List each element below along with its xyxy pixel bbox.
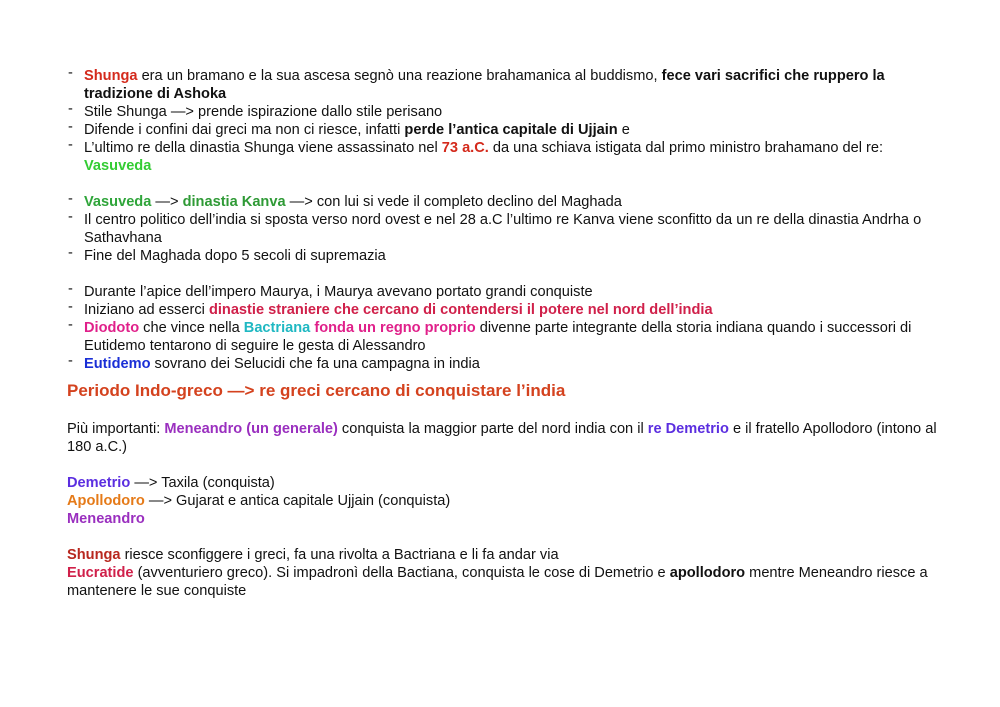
bold-text: fece vari sacrifici che ruppero la tradizione di Ashoka <box>84 68 885 102</box>
bold-text: apollodoro <box>669 565 746 581</box>
paragraph-importanti <box>67 420 937 456</box>
list-item <box>67 67 937 103</box>
line-apollodoro <box>67 492 937 510</box>
text: Difende i confini dai greci ma non ci riesce, infatti <box>84 122 405 138</box>
highlight-bactriana: Bactriana <box>243 320 311 336</box>
highlight-meneandro: Meneandro <box>67 511 145 527</box>
text: sovrano dei Selucidi che fa una campagna in india <box>150 356 480 372</box>
highlight-demetrio: Demetrio <box>67 475 131 491</box>
text: —> <box>151 194 183 210</box>
text: conquista la maggior parte del nord india con il <box>337 421 648 437</box>
highlight-eutidemo: Eutidemo <box>84 356 151 372</box>
text: L’ultimo re della dinastia Shunga viene assassinato nel <box>84 140 442 156</box>
text: —> Taxila (conquista) <box>130 475 275 491</box>
highlight-shunga: Shunga <box>67 547 121 563</box>
list-item <box>67 319 937 355</box>
text: Fine del Maghada dopo 5 secoli di supremazia <box>84 248 386 264</box>
highlight-meneandro: Meneandro (un generale) <box>164 421 338 437</box>
highlight-dinastie: dinastie straniere che cercano di contendersi il potere nel nord dell’india <box>208 302 713 318</box>
text: Il centro politico dell’india si sposta verso nord ovest e nel 28 a.C l’ultimo re Kanva viene sconfitto da un re della dinastia Andrha o Sathavhana <box>84 212 922 246</box>
paragraph-eucratide <box>67 564 937 600</box>
text: Durante l’apice dell’impero Maurya, i Maurya avevano portato grandi conquiste <box>84 284 593 300</box>
section-title: Periodo Indo-greco —> re greci cercano di conquistare l’india <box>67 381 566 400</box>
spacer <box>67 175 937 193</box>
highlight-apollodoro: Apollodoro <box>67 493 145 509</box>
list-item <box>67 283 937 301</box>
line-meneandro <box>67 510 937 528</box>
text: mentre Meneandro riesce a mantenere le sue conquiste <box>67 565 928 599</box>
spacer <box>67 373 937 380</box>
list-item <box>67 355 937 373</box>
spacer <box>67 456 937 474</box>
bullet-list-kanva <box>67 193 937 265</box>
text: riesce sconfiggere i greci, fa una rivolta a Bactriana e li fa andar via <box>120 547 559 563</box>
bullet-list-shunga <box>67 67 937 175</box>
paragraph-shunga <box>67 546 937 564</box>
highlight-year: 73 a.C. <box>441 140 489 156</box>
text: da una schiava istigata dal primo ministro brahamano del re: <box>488 140 884 156</box>
highlight-regno: fonda un regno proprio <box>314 320 476 336</box>
spacer <box>67 402 937 420</box>
list-item <box>67 211 937 247</box>
highlight-vasuveda: Vasuveda <box>84 158 152 174</box>
highlight-vasuveda: Vasuveda <box>84 194 152 210</box>
list-item <box>67 247 937 265</box>
text: Iniziano ad esserci <box>84 302 209 318</box>
highlight-shunga: Shunga <box>84 68 138 84</box>
highlight-demetrio: re Demetrio <box>647 421 729 437</box>
bold-text: perde l’antica capitale di Ujjain <box>404 122 618 138</box>
list-item <box>67 121 937 139</box>
text: Stile Shunga —> prende ispirazione dallo stile perisano <box>84 104 443 120</box>
bullet-list-greci <box>67 283 937 373</box>
notes-body <box>67 67 937 600</box>
list-item <box>67 193 937 211</box>
list-item <box>67 139 937 175</box>
text: e <box>617 122 630 138</box>
text: e il fratello Apollodoro (intono al 180 a.C.) <box>67 421 937 455</box>
text: divenne parte integrante della storia indiana quando i successori di Eutidemo tentarono di seguire le gesta di Alessandro <box>84 320 912 354</box>
text: —> Gujarat e antica capitale Ujjain (conquista) <box>144 493 451 509</box>
highlight-dinastia: dinastia Kanva <box>182 194 286 210</box>
text: che vince nella <box>139 320 244 336</box>
text: Più importanti: <box>67 421 165 437</box>
text: (avventuriero greco). Si impadronì della Bactiana, conquista le cose di Demetrio e <box>133 565 670 581</box>
list-item <box>67 103 937 121</box>
spacer <box>67 265 937 283</box>
highlight-diodoto: Diodoto <box>84 320 140 336</box>
highlight-eucratide: Eucratide <box>67 565 134 581</box>
line-demetrio <box>67 474 937 492</box>
list-item <box>67 301 937 319</box>
spacer <box>67 528 937 546</box>
text: —> con lui si vede il completo declino del Maghada <box>285 194 622 210</box>
text: era un bramano e la sua ascesa segnò una reazione brahamanica al buddismo, <box>137 68 662 84</box>
